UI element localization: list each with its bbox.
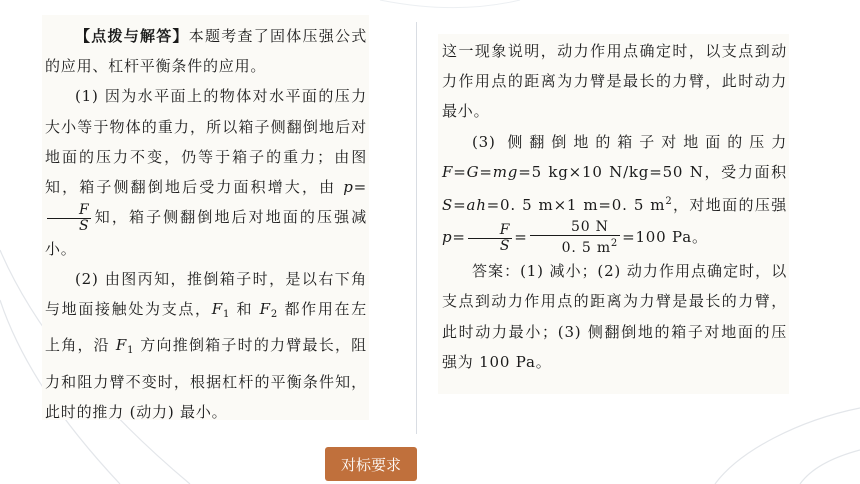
pressure-result: =100 Pa。 (622, 228, 708, 247)
pressure-fraction (468, 223, 513, 254)
part1-text: (1) 因为水平面上的物体对水平面的压力大小等于物体的重力，所以箱子侧翻倒地后对地面的压力不变，仍等于箱子的重力；由图知，箱子侧翻倒地后受力面积增大，由 (45, 87, 367, 197)
area-superscript: 2 (665, 196, 673, 208)
part2-text: (2) 由图丙知，推倒箱子时，是以右下角与地面接触处为支点， (45, 269, 367, 319)
denominator-value: 0. 5 m (561, 240, 611, 257)
f1-subscript-again: 1 (127, 345, 135, 357)
fraction-numerator: 50 N (571, 219, 609, 236)
left-text-panel (42, 15, 369, 420)
equals-sign: = (453, 196, 467, 215)
force-calc: =5 kg×10 N/kg=50 N，受力面积 (518, 162, 787, 181)
f2-subscript: 2 (270, 309, 279, 321)
continuation-paragraph: 这一现象说明，动力作用点确定时，以支点到动力作用点的距离为力臂是最长的力臂，此时动力最小。 (442, 42, 787, 121)
tag-label: 【点拨与解答】 (75, 27, 189, 45)
part3-text: (3) 侧翻倒地的箱子对地面的压力 (472, 132, 787, 151)
var-G: G (466, 162, 480, 181)
part1-text-end: 知，箱子侧翻倒地后对地面的压强减小。 (45, 208, 367, 258)
fraction-denominator: S (468, 238, 512, 254)
var-p: p (343, 178, 354, 197)
var-ah: ah (466, 196, 487, 215)
var-f1-again: F (115, 336, 128, 355)
pressure-intro: ，对地面的压强 (672, 196, 787, 215)
column-divider (416, 22, 417, 434)
intro-paragraph (45, 21, 367, 81)
answer-paragraph: 答案：(1) 减小；(2) 动力作用点确定时，以支点到动力作用点的距离为力臂是最长的力臂，此时动力最小；(3) 侧翻倒地的箱子对地面的压强为 100 Pa。 (442, 262, 787, 371)
benchmark-requirements-button[interactable]: 对标要求 (325, 447, 417, 481)
var-f2: F (259, 300, 271, 319)
area-calc: =0. 5 m×1 m=0. 5 m (486, 196, 666, 215)
equals-sign: = (514, 228, 528, 247)
var-mg: mg (492, 162, 519, 181)
equals-sign: = (479, 162, 493, 181)
fraction-numerator: F (79, 201, 90, 218)
equals-sign: = (452, 228, 466, 247)
part2-text-mid: 都作用在左上角，沿 (45, 300, 367, 355)
f1-subscript: 1 (222, 309, 231, 321)
intro-text: 本题考查了固体压强公式的应用、杠杆平衡条件的应用。 (45, 27, 367, 76)
part3-paragraph (442, 127, 787, 257)
var-p: p (442, 228, 453, 247)
denominator-superscript: 2 (610, 238, 619, 250)
part1-paragraph (45, 81, 367, 264)
right-text-panel (438, 34, 789, 394)
pressure-fraction (47, 203, 92, 234)
fraction-denominator (530, 235, 620, 256)
equals-sign: = (353, 178, 367, 197)
fraction-denominator: S (47, 218, 91, 234)
equals-sign: = (453, 162, 467, 181)
value-fraction (530, 220, 620, 256)
fraction-numerator: F (499, 221, 511, 238)
var-S: S (442, 196, 454, 215)
var-f1: F (211, 300, 223, 319)
part2-paragraph (45, 264, 367, 427)
var-F: F (442, 162, 454, 181)
part2-text-end: 方向推倒箱子时的力臂最长，阻力和阻力臂不变时，根据杠杆的平衡条件知，此时的推力 (动力) 最小。 (45, 336, 367, 421)
and-text: 和 (230, 300, 260, 319)
